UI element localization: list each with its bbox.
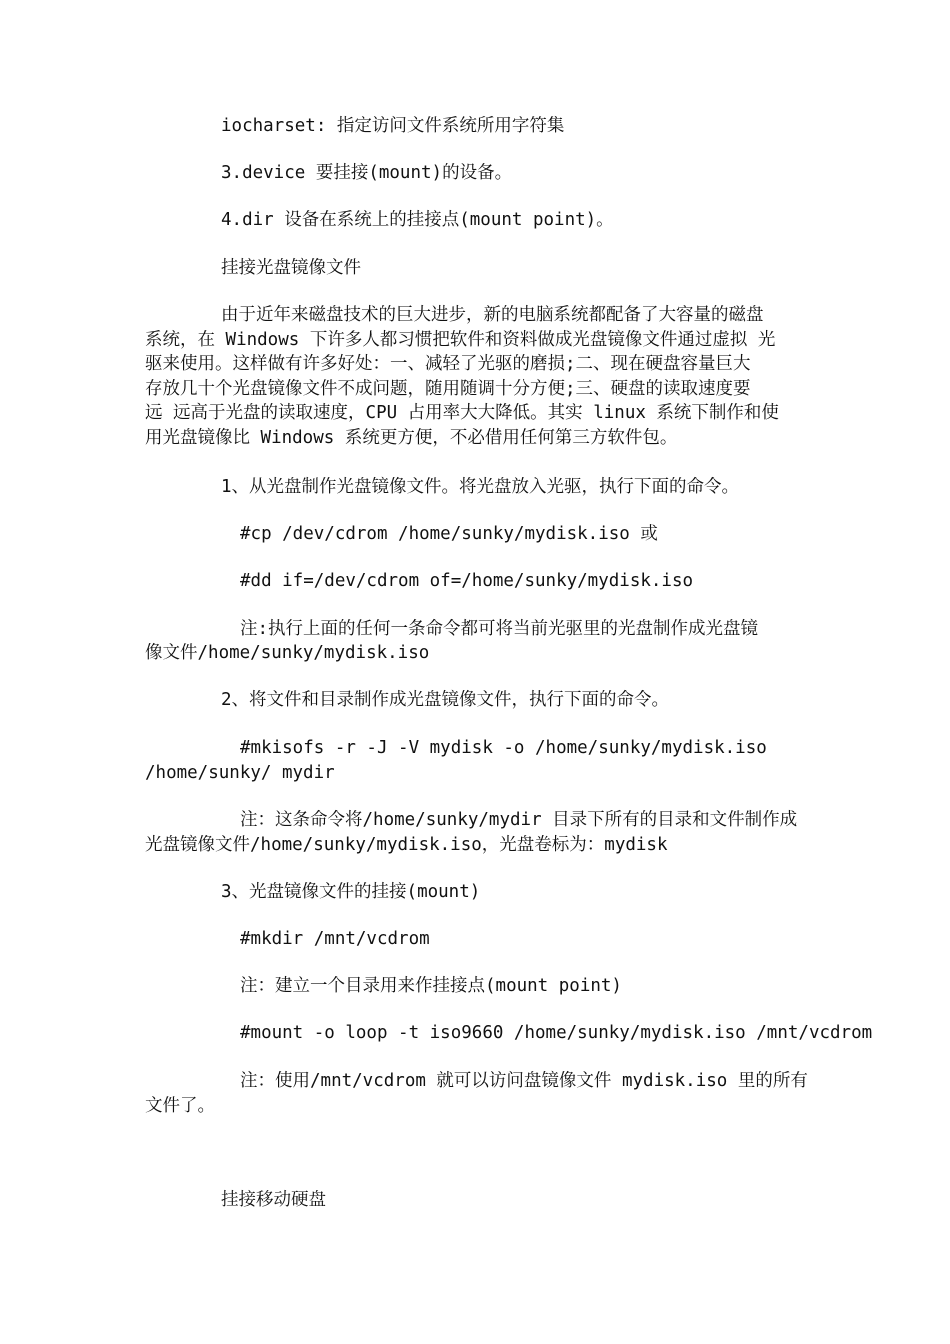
command-cp: #cp /dev/cdrom /home/sunky/mydisk.iso 或 [240, 524, 658, 544]
paragraph-line: 存放几十个光盘镜像文件不成问题，随用随调十分方便;三、硬盘的读取速度要 [145, 378, 751, 399]
step-1: 1、从光盘制作光盘镜像文件。将光盘放入光驱，执行下面的命令。 [221, 477, 740, 497]
paragraph-line: 远 远高于光盘的读取速度，CPU 占用率大大降低。其实 linux 系统下制作和使 [145, 403, 779, 423]
note-2-line2: 光盘镜像文件/home/sunky/mydisk.iso，光盘卷标为：mydisk [145, 835, 668, 855]
paragraph-line: 系统，在 Windows 下许多人都习惯把软件和资料做成光盘镜像文件通过虚拟 光 [145, 329, 776, 350]
intro-paragraph [145, 303, 810, 450]
paragraph-line: 用光盘镜像比 Windows 系统更方便，不必借用任何第三方软件包。 [145, 427, 678, 448]
paragraph-line: 驱来使用。这样做有许多好处：一、减轻了光驱的磨损;二、现在硬盘容量巨大 [145, 354, 751, 374]
note-3: 注：建立一个目录用来作挂接点(mount point) [240, 976, 622, 996]
step-3: 3、光盘镜像文件的挂接(mount) [221, 882, 481, 902]
heading-mount-iso: 挂接光盘镜像文件 [221, 258, 361, 278]
step-2: 2、将文件和目录制作成光盘镜像文件，执行下面的命令。 [221, 690, 670, 710]
text-device: 3.device 要挂接(mount)的设备。 [221, 163, 513, 183]
command-mkisofs-line1: #mkisofs -r -J -V mydisk -o /home/sunky/mydisk.iso [240, 738, 767, 758]
paragraph-line: 由于近年来磁盘技术的巨大进步，新的电脑系统都配备了大容量的磁盘 [221, 305, 764, 325]
note-4-line1: 注：使用/mnt/vcdrom 就可以访问盘镜像文件 mydisk.iso 里的所有 [240, 1071, 808, 1091]
note-1-line2: 像文件/home/sunky/mydisk.iso [145, 643, 430, 663]
text-iocharset: iocharset: 指定访问文件系统所用字符集 [221, 116, 565, 136]
heading-mount-usb-disk: 挂接移动硬盘 [221, 1190, 326, 1210]
note-4-line2: 文件了。 [145, 1096, 215, 1116]
text-dir: 4.dir 设备在系统上的挂接点(mount point)。 [221, 210, 614, 230]
command-mount: #mount -o loop -t iso9660 /home/sunky/mydisk.iso /mnt/vcdrom [240, 1023, 873, 1043]
command-dd: #dd if=/dev/cdrom of=/home/sunky/mydisk.iso [240, 571, 694, 591]
note-1-line1: 注:执行上面的任何一条命令都可将当前光驱里的光盘制作成光盘镜 [240, 619, 759, 639]
command-mkdir: #mkdir /mnt/vcdrom [240, 929, 430, 949]
command-mkisofs-line2: /home/sunky/ mydir [145, 763, 335, 783]
note-2-line1: 注：这条命令将/home/sunky/mydir 目录下所有的目录和文件制作成 [240, 810, 798, 830]
